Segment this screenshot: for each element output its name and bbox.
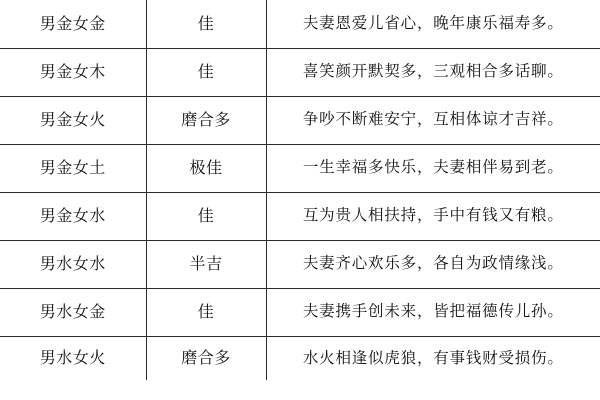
cell-description: 夫妻恩爱儿省心，晚年康乐福寿多。	[266, 0, 600, 48]
cell-description: 水火相逢似虎狼，有事钱财受损伤。	[266, 336, 600, 380]
cell-rating: 佳	[146, 0, 266, 48]
table-row	[0, 144, 600, 192]
cell-rating: 佳	[146, 48, 266, 96]
cell-rating: 磨合多	[146, 336, 266, 380]
cell-description: 喜笑颜开默契多，三观相合多话聊。	[266, 48, 600, 96]
cell-rating: 极佳	[146, 144, 266, 192]
cell-pair: 男金女金	[0, 0, 146, 48]
cell-rating: 磨合多	[146, 96, 266, 144]
cell-pair: 男水女水	[0, 240, 146, 288]
cell-description: 一生幸福多快乐，夫妻相伴易到老。	[266, 144, 600, 192]
table-row	[0, 96, 600, 144]
table-row	[0, 240, 600, 288]
cell-description: 夫妻携手创未来，皆把福德传儿孙。	[266, 288, 600, 336]
cell-pair: 男金女火	[0, 96, 146, 144]
cell-rating: 佳	[146, 288, 266, 336]
cell-pair: 男水女火	[0, 336, 146, 380]
cell-rating: 半吉	[146, 240, 266, 288]
table-row	[0, 288, 600, 336]
table-row	[0, 192, 600, 240]
cell-pair: 男水女金	[0, 288, 146, 336]
cell-rating: 佳	[146, 192, 266, 240]
cell-pair: 男金女土	[0, 144, 146, 192]
table-row	[0, 48, 600, 96]
cell-pair: 男金女木	[0, 48, 146, 96]
table-row	[0, 336, 600, 380]
cell-description: 夫妻齐心欢乐多，各自为政情缘浅。	[266, 240, 600, 288]
cell-pair: 男金女水	[0, 192, 146, 240]
table-row	[0, 0, 600, 48]
cell-description: 争吵不断难安宁，互相体谅才吉祥。	[266, 96, 600, 144]
cell-description: 互为贵人相扶持，手中有钱又有粮。	[266, 192, 600, 240]
